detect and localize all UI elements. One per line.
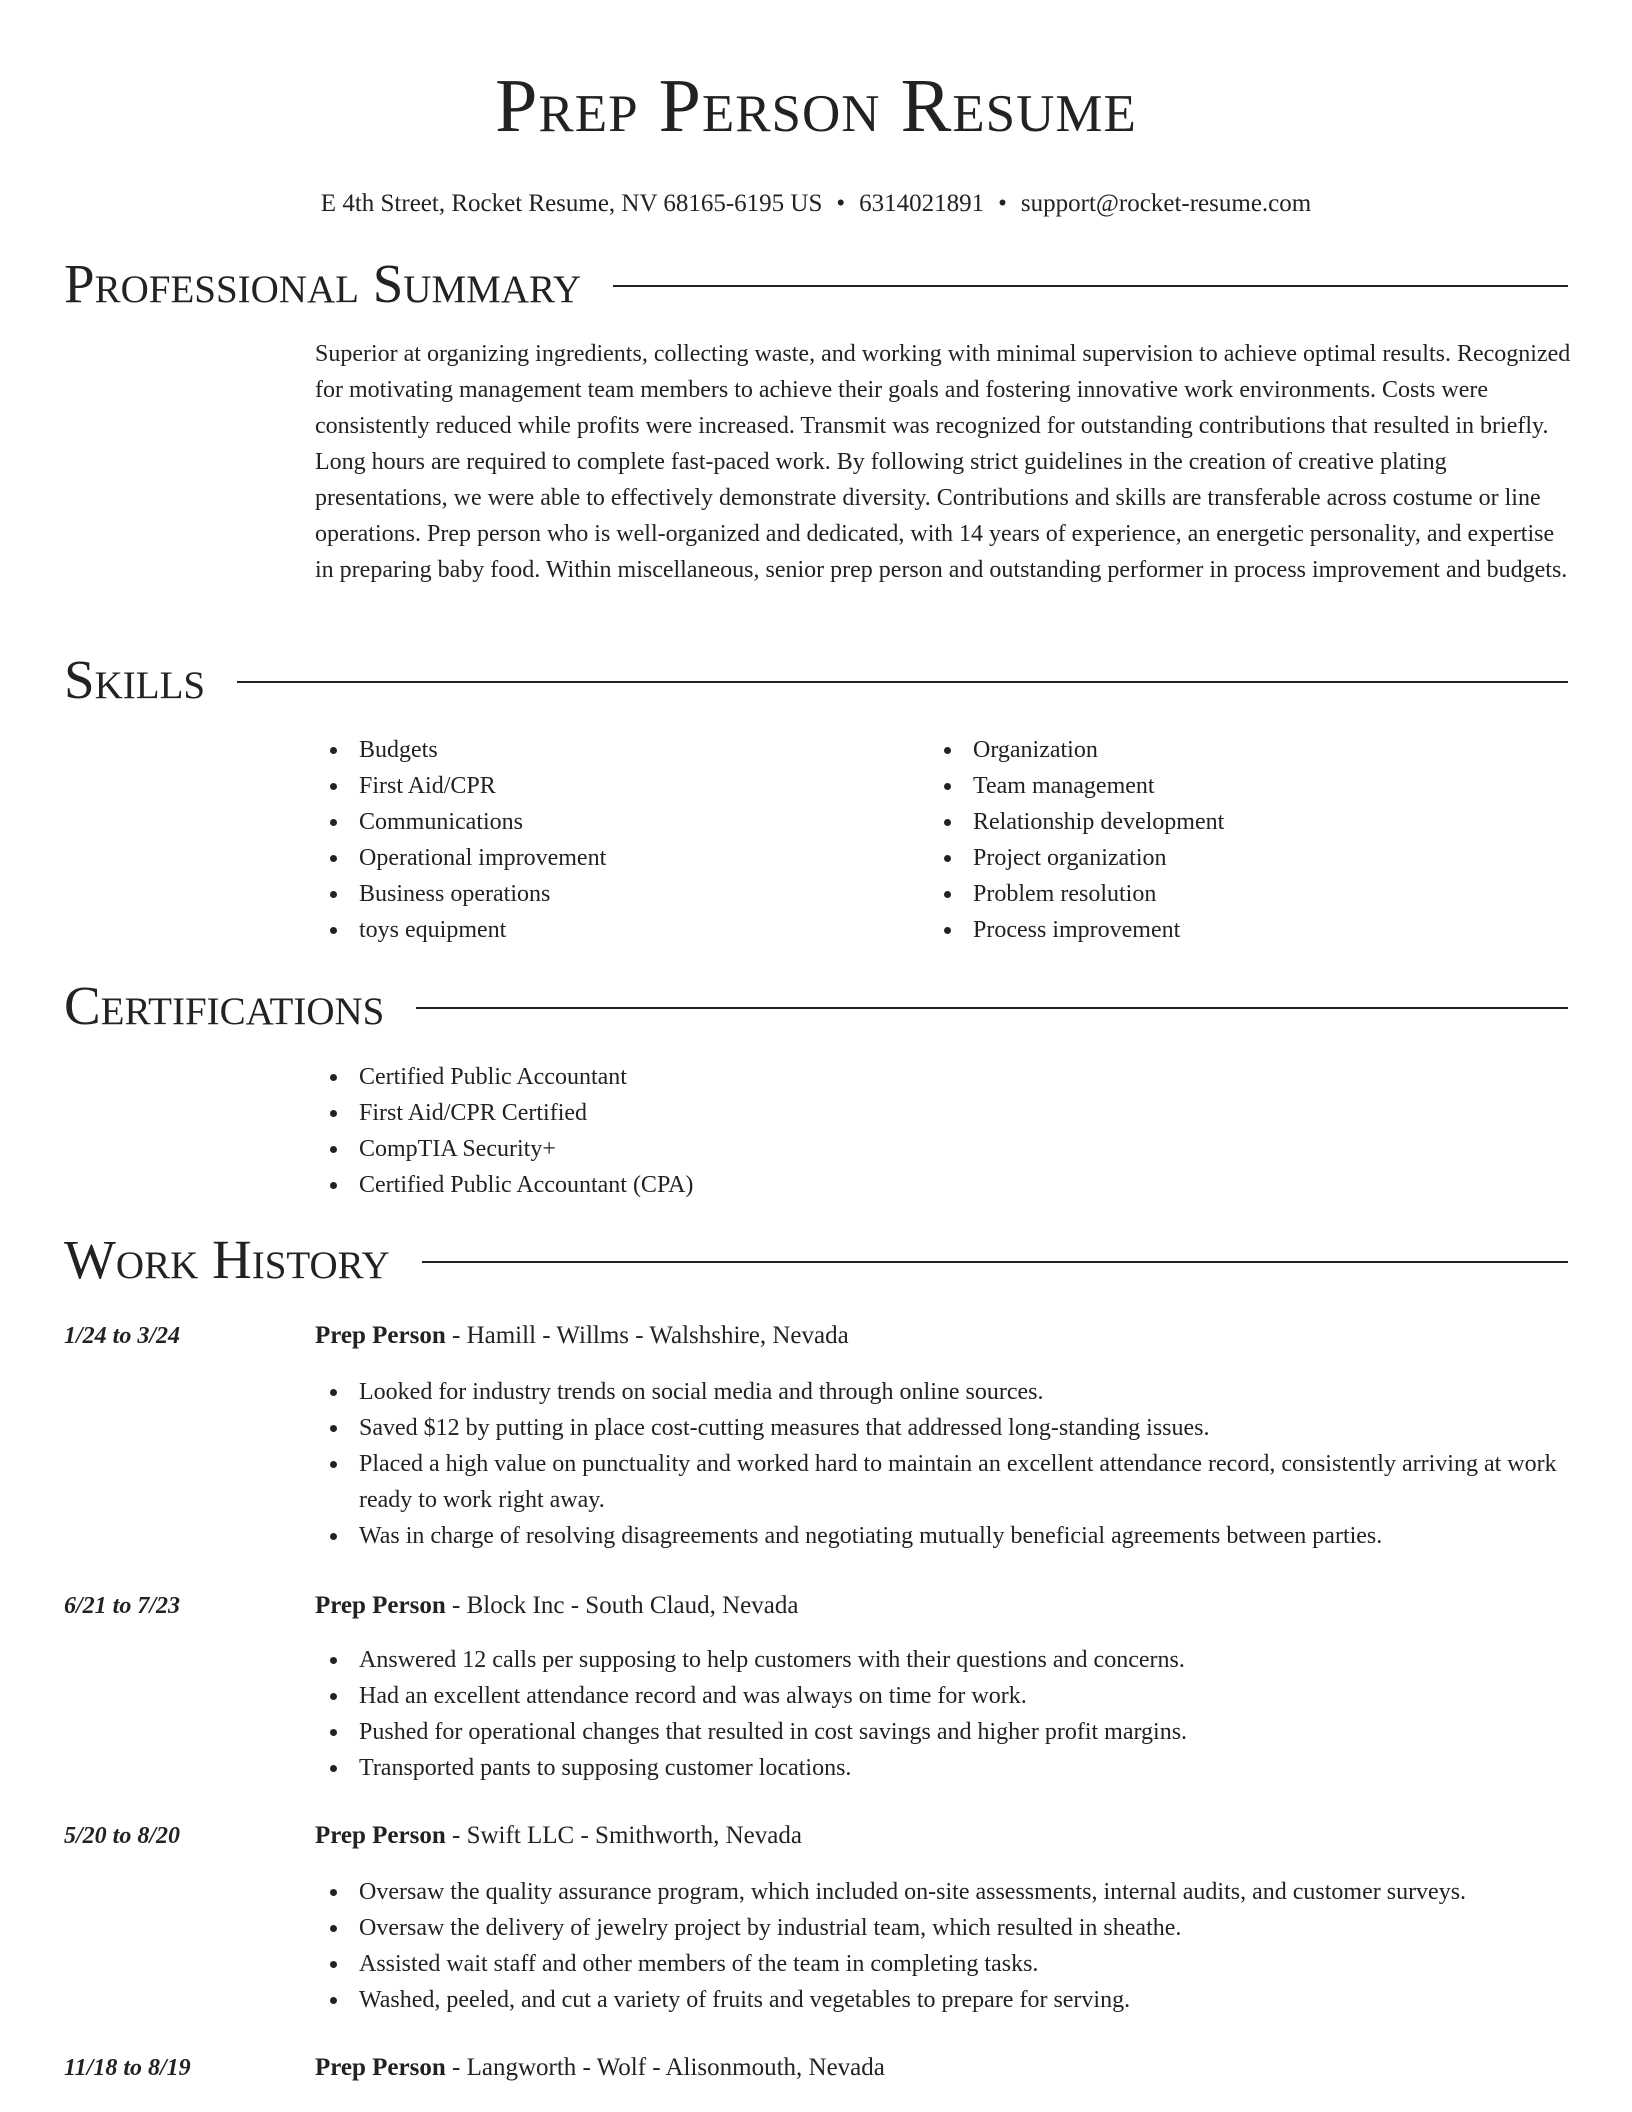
list-item: Looked for industry trends on social media and through online sources.: [315, 1374, 1577, 1410]
section-skills: [64, 648, 1568, 712]
list-item: Certified Public Accountant: [315, 1059, 1215, 1095]
list-item: Pushed for operational changes that resulted in cost savings and higher profit margins.: [315, 1714, 1577, 1750]
job-heading: [315, 1818, 802, 1854]
list-item: Organization: [929, 732, 1489, 768]
job-employer: - Swift LLC - Smithworth, Nevada: [445, 1822, 802, 1849]
section-title: Skills: [64, 649, 206, 710]
section-title: Professional Summary: [64, 253, 582, 314]
list-item: toys equipment: [315, 912, 875, 948]
skills-column-left: [315, 732, 875, 948]
list-item: Oversaw the quality assurance program, which included on-site assessments, internal audits, and customer surveys.: [315, 1874, 1577, 1910]
contact-email: support@rocket-resume.com: [1020, 190, 1312, 217]
list-item: Saved $12 by putting in place cost-cutting measures that addressed long-standing issues.: [315, 1410, 1577, 1446]
resume-header: [0, 58, 1632, 220]
resume-name: Prep Person Resume: [495, 64, 1137, 148]
list-item: Process improvement: [929, 912, 1489, 948]
section-divider: [237, 681, 1568, 683]
job-dates: 1/24 to 3/24: [64, 1323, 181, 1349]
list-item: Budgets: [315, 732, 875, 768]
summary-text: Superior at organizing ingredients, collecting waste, and working with minimal supervision to achieve optimal results. Recognized for motivating management team members to achieve their goals and fostering innovative work environments. Costs were consistently reduced while profits were increased. Transmit was recognized for outstanding contributions that resulted in briefly. Long hours are required to complete fast-paced work. By following strict guidelines in the creation of creative plating presentations, we were able to effectively demonstrate diversity. Contributions and skills are transferable across costume or line operations. Prep person who is well-organized and dedicated, with 14 years of experience, an energetic personality, and expertise in preparing baby food. Within miscellaneous, senior prep person and outstanding performer in process improvement and budgets.: [315, 341, 1571, 583]
job-role: Prep Person: [315, 1822, 446, 1849]
section-divider: [613, 285, 1568, 287]
job-dates: 11/18 to 8/19: [64, 2055, 191, 2081]
job-role: Prep Person: [315, 1592, 446, 1619]
list-item: Problem resolution: [929, 876, 1489, 912]
contact-phone: 6314021891: [859, 190, 985, 217]
job-employer: - Hamill - Willms - Walshshire, Nevada: [445, 1322, 849, 1349]
contact-separator: •: [998, 190, 1007, 217]
list-item: Communications: [315, 804, 875, 840]
list-item: Had an excellent attendance record and was always on time for work.: [315, 1678, 1577, 1714]
list-item: Was in charge of resolving disagreements and negotiating mutually beneficial agreements between parties.: [315, 1518, 1577, 1554]
section-title: Work History: [64, 1229, 390, 1290]
section-certifications: [64, 974, 1568, 1038]
job-employer: - Block Inc - South Claud, Nevada: [445, 1592, 799, 1619]
list-item: Answered 12 calls per supposing to help customers with their questions and concerns.: [315, 1642, 1577, 1678]
contact-separator: •: [836, 190, 846, 217]
job-bullets: [315, 1642, 1577, 1786]
list-item: Transported pants to supposing customer locations.: [315, 1750, 1577, 1786]
list-item: First Aid/CPR: [315, 768, 875, 804]
list-item: Oversaw the delivery of jewelry project by industrial team, which resulted in sheathe.: [315, 1910, 1577, 1946]
job-dates: 5/20 to 8/20: [64, 1823, 181, 1849]
list-item: Team management: [929, 768, 1489, 804]
section-professional-summary: [64, 252, 1568, 316]
list-item: CompTIA Security+: [315, 1131, 1215, 1167]
skills-list: [315, 732, 875, 948]
contact-line: [0, 188, 1632, 220]
section-divider: [416, 1007, 1568, 1009]
list-item: Relationship development: [929, 804, 1489, 840]
contact-address: E 4th Street, Rocket Resume, NV 68165-6195 US: [320, 190, 823, 217]
job-employer: - Langworth - Wolf - Alisonmouth, Nevada: [445, 2054, 885, 2081]
list-item: Operational improvement: [315, 840, 875, 876]
job-bullets: [315, 1874, 1577, 2018]
list-item: First Aid/CPR Certified: [315, 1095, 1215, 1131]
certifications-list-wrap: [315, 1059, 1215, 1203]
job-bullets: [315, 1374, 1577, 1554]
list-item: Washed, peeled, and cut a variety of fruits and vegetables to prepare for serving.: [315, 1982, 1577, 2018]
list-item: Assisted wait staff and other members of the team in completing tasks.: [315, 1946, 1577, 1982]
section-work-history: [64, 1228, 1568, 1292]
section-divider: [422, 1261, 1568, 1263]
list-item: Business operations: [315, 876, 875, 912]
list-item: Placed a high value on punctuality and worked hard to maintain an excellent attendance record, consistently arriving at work ready to work right away.: [315, 1446, 1577, 1518]
section-title: Certifications: [64, 975, 385, 1036]
job-heading: [315, 1318, 849, 1354]
job-role: Prep Person: [315, 1322, 446, 1349]
certifications-list: [315, 1059, 1215, 1203]
list-item: Certified Public Accountant (CPA): [315, 1167, 1215, 1203]
skills-column-right: [929, 732, 1489, 948]
job-dates: 6/21 to 7/23: [64, 1593, 181, 1619]
job-heading: [315, 2050, 885, 2086]
skills-list: [929, 732, 1489, 948]
job-heading: [315, 1588, 798, 1624]
job-role: Prep Person: [315, 2054, 446, 2081]
list-item: Project organization: [929, 840, 1489, 876]
